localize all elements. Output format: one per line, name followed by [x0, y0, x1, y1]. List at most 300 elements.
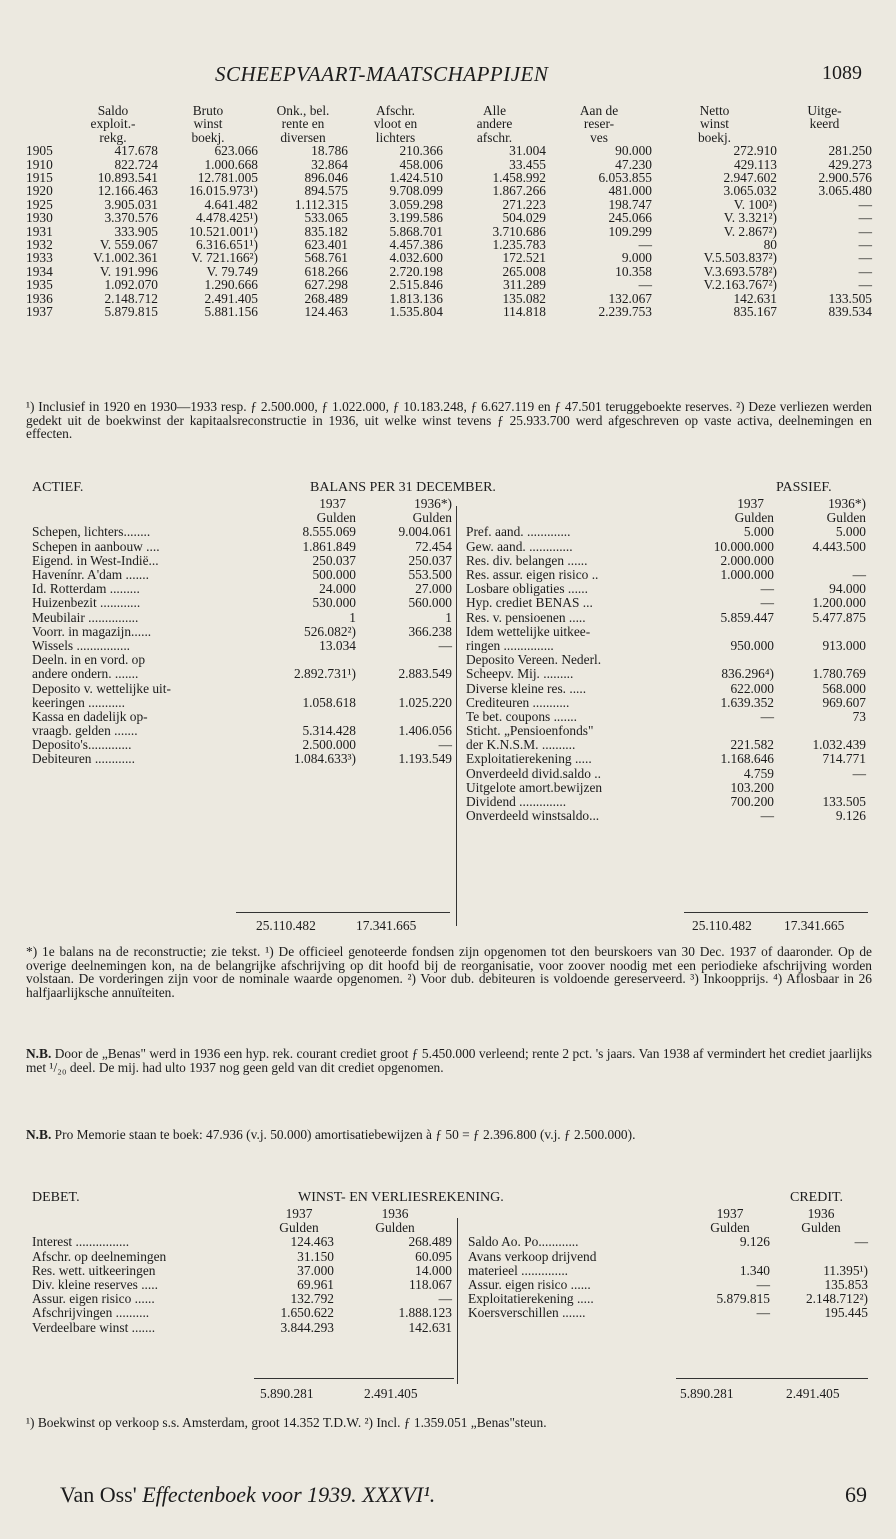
- debet-value: 69.961: [297, 1277, 334, 1293]
- yearly-cell: 839.534: [828, 304, 872, 320]
- yearly-column-header: afschr.: [476, 129, 513, 145]
- actief-label: Debiteuren ............: [32, 751, 136, 767]
- passief-value: 10.000.000: [713, 538, 774, 554]
- balans-title: BALANS PER 31 DECEMBER.: [310, 480, 496, 495]
- yearly-column-header: boekj.: [191, 129, 225, 145]
- yearly-cell: 272.910: [733, 143, 777, 159]
- passief-value: 700.200: [730, 794, 774, 810]
- yearly-column-header: Alle: [482, 103, 507, 118]
- debet-row: [32, 1278, 452, 1292]
- passief-value: —: [760, 595, 774, 611]
- passief-label: Res. div. belangen ......: [466, 552, 588, 568]
- actief-label: Huizenbezit ............: [32, 595, 141, 611]
- passief-total-a: 25.110.482: [692, 918, 752, 933]
- nb-lead: N.B.: [26, 1046, 52, 1061]
- yearly-column-header: andere: [476, 116, 513, 132]
- yearly-cell: 627.298: [304, 277, 348, 293]
- balans-divider: [456, 506, 457, 926]
- yearly-cell: 623.401: [304, 237, 348, 253]
- page-footer: [60, 1482, 867, 1508]
- passief-label: Onverdeeld winstsaldo...: [466, 808, 600, 824]
- credit-row: [468, 1250, 868, 1264]
- debet-value: 3.844.293: [280, 1319, 334, 1335]
- yearly-cell: 124.463: [304, 304, 348, 320]
- passief-label: Losbare obligaties ......: [466, 581, 588, 597]
- passief-row: [466, 639, 866, 653]
- passief-row: [466, 596, 866, 610]
- passief-row: [466, 767, 866, 781]
- yearly-cell: 3.059.298: [389, 196, 443, 212]
- actief-value: [262, 653, 360, 667]
- yearly-cell: 618.266: [304, 263, 348, 279]
- yearly-cell: 32.864: [311, 156, 348, 172]
- yearly-cell: 2.148.712: [104, 290, 158, 306]
- passief-value: 836.296⁴): [721, 666, 774, 682]
- passief-value: [688, 653, 778, 667]
- credit-row: [468, 1306, 868, 1320]
- passief-value: —: [760, 581, 774, 597]
- debet-grid: [32, 1207, 452, 1335]
- debet-total-rule: [254, 1378, 454, 1379]
- actief-value: 530.000: [312, 595, 356, 611]
- credit-value: —: [756, 1305, 770, 1321]
- actief-value: 1.084.633³): [293, 751, 356, 767]
- wv-credit: [468, 1207, 868, 1321]
- passief-value: 5.000: [835, 524, 866, 540]
- actief-label: Kassa en dadelijk op-: [32, 708, 148, 724]
- passief-value: [778, 625, 866, 639]
- actief-row: [32, 653, 452, 667]
- yearly-column-header: Afschr.: [375, 103, 416, 118]
- yearly-cell: 458.006: [399, 156, 443, 172]
- nb-credit-text: Door de „Benas" werd in 1936 een hyp. rek. courant crediet groot ƒ 5.450.000 verleend; rente 2 pct. 's jaars. Van 1938 af vermindert het crediet jaarlijks met ¹/₂₀ deel. De mij. had ulto 1937 nog geen geld van dit crediet opgenomen.: [26, 1046, 872, 1075]
- actief-total-rule: [236, 912, 450, 913]
- yearly-column-header: diversen: [280, 129, 326, 145]
- actief-value: 2.500.000: [302, 737, 356, 753]
- yearly-cell: —: [858, 237, 872, 253]
- passief-unit-a: Gulden: [734, 510, 774, 526]
- actief-value: —: [438, 737, 452, 753]
- yearly-cell: 417.678: [114, 143, 158, 159]
- footer-book-title: Effectenboek voor 1939. XXXVI¹.: [142, 1482, 436, 1507]
- actief-label: Eigend. in West-Indië...: [32, 552, 159, 568]
- yearly-cell: 3.065.480: [818, 183, 872, 199]
- actief-value: —: [438, 637, 452, 653]
- yearly-row: [26, 265, 872, 278]
- yearly-cell: V. 3.321²): [723, 210, 777, 226]
- credit-grid: [468, 1207, 868, 1321]
- yearly-cell: 135.082: [502, 290, 546, 306]
- yearly-cell: —: [858, 210, 872, 226]
- yearly-cell: 3.370.576: [104, 210, 158, 226]
- passief-value: 5.000: [743, 524, 774, 540]
- actief-label: keeringen ...........: [32, 694, 125, 710]
- passief-value: [778, 724, 866, 738]
- wv-debet: [32, 1207, 452, 1335]
- debet-value: 37.000: [297, 1262, 334, 1278]
- yearly-cell: 90.000: [615, 143, 652, 159]
- passief-row: [466, 795, 866, 809]
- passief-value: 9.126: [835, 808, 866, 824]
- passief-label: Sticht. „Pensioenfonds": [466, 723, 594, 739]
- passief-row: [466, 667, 866, 681]
- passief-label: Onverdeeld divid.saldo ..: [466, 765, 601, 781]
- credit-label: Exploitatierekening .....: [468, 1291, 594, 1307]
- credit-unit-a: Gulden: [710, 1220, 750, 1236]
- yearly-cell: 429.113: [733, 156, 777, 172]
- passief-row: [466, 710, 866, 724]
- yearly-year: 1933: [26, 250, 53, 266]
- yearly-year: 1915: [26, 170, 53, 186]
- passief-label: Res. assur. eigen risico ..: [466, 567, 599, 583]
- yearly-row: [26, 171, 872, 184]
- passief-label: Hyp. crediet BENAS ...: [466, 595, 593, 611]
- passief-row: [466, 752, 866, 766]
- actief-row: [32, 525, 452, 539]
- credit-label: Assur. eigen risico ......: [468, 1277, 591, 1293]
- yearly-row: [26, 198, 872, 211]
- yearly-row: [26, 292, 872, 305]
- actief-value: 1.406.056: [398, 723, 452, 739]
- yearly-column-header: [777, 131, 872, 144]
- credit-label: Avans verkoop drijvend: [468, 1248, 597, 1264]
- debet-label: DEBET.: [32, 1190, 80, 1205]
- passief-label: PASSIEF.: [776, 480, 832, 495]
- credit-value: 2.148.712²): [805, 1291, 868, 1307]
- passief-value: —: [760, 808, 774, 824]
- yearly-cell: 1.092.070: [104, 277, 158, 293]
- yearly-cell: 133.505: [828, 290, 872, 306]
- actief-label: Schepen, lichters........: [32, 524, 151, 540]
- yearly-row: [26, 144, 872, 157]
- yearly-cell: 198.747: [608, 196, 652, 212]
- yearly-year: 1936: [26, 290, 53, 306]
- debet-total-a: 5.890.281: [260, 1386, 314, 1401]
- debet-value: 268.489: [408, 1234, 452, 1250]
- actief-row: [32, 540, 452, 554]
- passief-row: [466, 724, 866, 738]
- debet-year-a: 1937: [285, 1206, 313, 1222]
- yearly-cell: —: [858, 263, 872, 279]
- actief-value: 1: [445, 609, 452, 625]
- nb-credit-note: [26, 1047, 872, 1074]
- yearly-cell: 2.239.753: [598, 304, 652, 320]
- debet-label: Afschr. op deelnemingen: [32, 1248, 167, 1264]
- yearly-cell: V. 559.067: [99, 237, 158, 253]
- yearly-cell: 5.881.156: [204, 304, 258, 320]
- credit-value: 195.445: [824, 1305, 868, 1321]
- yearly-cell: 1.458.992: [492, 170, 546, 186]
- credit-row: [468, 1292, 868, 1306]
- yearly-cell: 265.008: [502, 263, 546, 279]
- yearly-row: [26, 251, 872, 264]
- passief-value: —: [852, 567, 866, 583]
- yearly-cell: —: [638, 277, 652, 293]
- credit-value: 135.853: [824, 1277, 868, 1293]
- yearly-cell: 3.905.031: [104, 196, 158, 212]
- passief-value: 1.032.439: [812, 737, 866, 753]
- yearly-cell: 623.066: [214, 143, 258, 159]
- debet-unit-b: Gulden: [375, 1220, 415, 1236]
- yearly-cell: 2.515.846: [389, 277, 443, 293]
- yearly-cell: 1.867.266: [492, 183, 546, 199]
- passief-value: 133.505: [822, 794, 866, 810]
- nb-memorie-note: [26, 1128, 872, 1142]
- debet-value: 31.150: [297, 1248, 334, 1264]
- debet-row: [32, 1264, 452, 1278]
- running-header: [0, 62, 896, 88]
- actief-value: 1.025.220: [398, 694, 452, 710]
- debet-label: Div. kleine reserves .....: [32, 1277, 158, 1293]
- yearly-grid: [26, 104, 872, 319]
- passief-year-b: 1936*): [828, 496, 866, 512]
- yearly-row: [26, 278, 872, 291]
- passief-value: [778, 653, 866, 667]
- passief-row: [466, 554, 866, 568]
- balans-actief: [32, 497, 452, 767]
- yearly-cell: 5.868.701: [389, 223, 443, 239]
- actief-value: 250.037: [408, 552, 452, 568]
- yearly-cell: V.5.503.837²): [703, 250, 777, 266]
- passief-label: Exploitatierekening .....: [466, 751, 592, 767]
- passief-value: 4.759: [743, 765, 774, 781]
- wv-title: WINST- EN VERLIESREKENING.: [298, 1190, 504, 1205]
- yearly-cell: 10.521.001¹): [189, 223, 258, 239]
- passief-value: 1.000.000: [720, 567, 774, 583]
- yearly-cell: —: [858, 223, 872, 239]
- balans-passief: [466, 497, 866, 823]
- yearly-cell: V.3.693.578²): [703, 263, 777, 279]
- passief-total-b: 17.341.665: [784, 918, 845, 933]
- debet-year-b: 1936: [381, 1206, 409, 1222]
- actief-value: 1.193.549: [398, 751, 452, 767]
- yearly-cell: 281.250: [828, 143, 872, 159]
- yearly-cell: 1.000.668: [204, 156, 258, 172]
- actief-value: 2.883.549: [398, 666, 452, 682]
- passief-value: 94.000: [829, 581, 866, 597]
- yearly-cell: 1.813.136: [389, 290, 443, 306]
- credit-value: 11.395¹): [823, 1262, 868, 1278]
- yearly-cell: 18.786: [311, 143, 348, 159]
- passief-row: [466, 568, 866, 582]
- debet-label: Verdeelbare winst .......: [32, 1319, 156, 1335]
- debet-label: Afschrijvingen ..........: [32, 1305, 150, 1321]
- yearly-row: [26, 225, 872, 238]
- yearly-cell: 132.067: [608, 290, 652, 306]
- yearly-cell: V. 100²): [733, 196, 777, 212]
- yearly-cell: —: [858, 196, 872, 212]
- passief-row: [466, 696, 866, 710]
- actief-year-b: 1936*): [414, 496, 452, 512]
- actief-value: 526.082²): [304, 623, 356, 639]
- yearly-cell: 268.489: [304, 290, 348, 306]
- yearly-column-header: exploit.-: [90, 116, 136, 132]
- passief-value: 5.859.447: [720, 609, 774, 625]
- yearly-column-header: winst: [699, 116, 730, 132]
- yearly-footnote: ¹) Inclusief in 1920 en 1930—1933 resp. ƒ 2.500.000, ƒ 1.022.000, ƒ 10.183.248, ƒ 6.627.119 en ƒ 47.501 teruggeboekte reserves. ²) Deze verliezen werden gedekt uit de boekwinst der kapitaalsreconstructie in 1936, uit welke winst tevens ƒ 25.933.700 werd afgeschreven op vaste activa, deelnemingen en effecten.: [26, 399, 872, 442]
- yearly-year: 1934: [26, 263, 53, 279]
- actief-label: Deposito's.............: [32, 737, 132, 753]
- wv-divider: [457, 1218, 458, 1384]
- passief-value: 73: [852, 708, 866, 724]
- yearly-cell: V. 191.996: [99, 263, 158, 279]
- yearly-header-row: [26, 117, 872, 130]
- yearly-column-header: rekg.: [99, 129, 127, 145]
- actief-value: 366.238: [408, 623, 452, 639]
- credit-value: [686, 1250, 774, 1264]
- passief-value: 1.639.352: [720, 694, 774, 710]
- yearly-cell: 835.167: [733, 304, 777, 320]
- passief-label: Diverse kleine res. .....: [466, 680, 587, 696]
- passief-value: 221.582: [730, 737, 774, 753]
- page-number: 1089: [822, 62, 862, 84]
- actief-row: [32, 696, 452, 710]
- actief-value: 5.314.428: [302, 723, 356, 739]
- yearly-header-blank: [26, 131, 68, 144]
- passief-label: Dividend ..............: [466, 794, 567, 810]
- yearly-row: [26, 238, 872, 251]
- yearly-cell: 10.893.541: [97, 170, 158, 186]
- passief-value: 714.771: [822, 751, 866, 767]
- yearly-cell: 245.066: [608, 210, 652, 226]
- passief-value: —: [760, 708, 774, 724]
- yearly-cell: 2.900.576: [818, 170, 872, 186]
- passief-row: [466, 653, 866, 667]
- yearly-year: 1925: [26, 196, 53, 212]
- actief-value: 1: [349, 609, 356, 625]
- yearly-cell: V. 721.166²): [191, 250, 258, 266]
- yearly-header-row: [26, 131, 872, 144]
- debet-value: —: [438, 1291, 452, 1307]
- passief-row: [466, 809, 866, 823]
- passief-label: Scheepv. Mij. .........: [466, 666, 574, 682]
- actief-label: Id. Rotterdam .........: [32, 581, 140, 597]
- actief-label: Meubilair ...............: [32, 609, 139, 625]
- yearly-column-header: Bruto: [192, 103, 224, 118]
- actief-row: [32, 724, 452, 738]
- yearly-cell: 6.053.855: [598, 170, 652, 186]
- credit-row: [468, 1278, 868, 1292]
- actief-unit-b: Gulden: [412, 510, 452, 526]
- actief-row: [32, 738, 452, 752]
- actief-value: 24.000: [319, 581, 356, 597]
- passief-label: der K.N.S.M. ..........: [466, 737, 576, 753]
- debet-row: [32, 1306, 452, 1320]
- actief-unit-a: Gulden: [316, 510, 356, 526]
- yearly-row: [26, 211, 872, 224]
- yearly-cell: 80: [763, 237, 777, 253]
- actief-value: 72.454: [415, 538, 452, 554]
- yearly-column-header: ves: [590, 129, 608, 145]
- passief-label: Te bet. coupons .......: [466, 708, 578, 724]
- yearly-column-header: Uitge-: [807, 103, 842, 118]
- actief-value: 1.861.849: [302, 538, 356, 554]
- credit-label: Saldo Ao. Po............: [468, 1234, 579, 1250]
- yearly-cell: 533.065: [304, 210, 348, 226]
- yearly-cell: 6.316.651¹): [195, 237, 258, 253]
- debet-label: Assur. eigen risico ......: [32, 1291, 155, 1307]
- actief-year-a: 1937: [319, 496, 346, 512]
- credit-label: Koersverschillen .......: [468, 1305, 586, 1321]
- debet-row: [32, 1235, 452, 1249]
- debet-value: 60.095: [415, 1248, 452, 1264]
- yearly-cell: 4.032.600: [389, 250, 443, 266]
- yearly-year: 1930: [26, 210, 53, 226]
- yearly-cell: 429.273: [828, 156, 872, 172]
- actief-row: [32, 667, 452, 681]
- actief-label: ACTIEF.: [32, 480, 84, 495]
- passief-label: Pref. aand. .............: [466, 524, 571, 540]
- actief-value: [360, 710, 452, 724]
- yearly-cell: 894.575: [304, 183, 348, 199]
- actief-grid: [32, 497, 452, 767]
- yearly-column-header: rente en: [281, 116, 325, 132]
- debet-value: 1.888.123: [398, 1305, 452, 1321]
- passief-value: 913.000: [822, 637, 866, 653]
- credit-value: 5.879.815: [716, 1291, 770, 1307]
- passief-value: 1.168.646: [720, 751, 774, 767]
- debet-value: 124.463: [290, 1234, 334, 1250]
- passief-label: Idem wettelijke uitkee-: [466, 623, 591, 639]
- credit-unit-b: Gulden: [801, 1220, 841, 1236]
- yearly-cell: 504.029: [502, 210, 546, 226]
- yearly-cell: 172.521: [502, 250, 546, 266]
- credit-total-b: 2.491.405: [786, 1386, 840, 1401]
- debet-value: 118.067: [408, 1277, 452, 1293]
- credit-year-b: 1936: [807, 1206, 835, 1222]
- passief-value: [688, 724, 778, 738]
- yearly-cell: 271.223: [502, 196, 546, 212]
- actief-value: 2.892.731¹): [293, 666, 356, 682]
- yearly-year: 1910: [26, 156, 53, 172]
- yearly-year: 1931: [26, 223, 53, 239]
- debet-row: [32, 1250, 452, 1264]
- yearly-cell: 568.761: [304, 250, 348, 266]
- wv-footnote: ¹) Boekwinst op verkoop s.s. Amsterdam, groot 14.352 T.D.W. ²) Incl. ƒ 1.359.051 „Benas"steun.: [26, 1415, 547, 1430]
- footer-book: Van Oss': [60, 1482, 143, 1507]
- passief-value: 969.607: [822, 694, 866, 710]
- credit-value: 9.126: [739, 1234, 770, 1250]
- yearly-cell: 12.166.463: [97, 183, 158, 199]
- yearly-column-header: boekj.: [697, 129, 732, 145]
- actief-row: [32, 568, 452, 582]
- actief-row: [32, 596, 452, 610]
- passief-value: 1.200.000: [812, 595, 866, 611]
- passief-value: 5.477.875: [812, 609, 866, 625]
- debet-row: [32, 1292, 452, 1306]
- yearly-cell: 31.004: [509, 143, 546, 159]
- yearly-cell: 481.000: [608, 183, 652, 199]
- debet-total-b: 2.491.405: [364, 1386, 418, 1401]
- yearly-cell: 3.065.032: [723, 183, 777, 199]
- yearly-row: [26, 305, 872, 318]
- passief-total-rule: [684, 912, 868, 913]
- debet-unit-a: Gulden: [279, 1220, 319, 1236]
- yearly-column-header: Aan de: [579, 103, 619, 118]
- actief-row: [32, 611, 452, 625]
- actief-row: [32, 625, 452, 639]
- yearly-column-header: vloot en: [373, 116, 418, 132]
- passief-label: Uitgelote amort.bewijzen: [466, 779, 603, 795]
- actief-label: Wissels ................: [32, 637, 131, 653]
- debet-value: 142.631: [408, 1319, 452, 1335]
- yearly-cell: 1.535.804: [389, 304, 443, 320]
- actief-label: vraagb. gelden .......: [32, 723, 138, 739]
- passief-value: [778, 554, 866, 568]
- passief-row: [466, 582, 866, 596]
- actief-value: 250.037: [312, 552, 356, 568]
- yearly-cell: 210.366: [399, 143, 443, 159]
